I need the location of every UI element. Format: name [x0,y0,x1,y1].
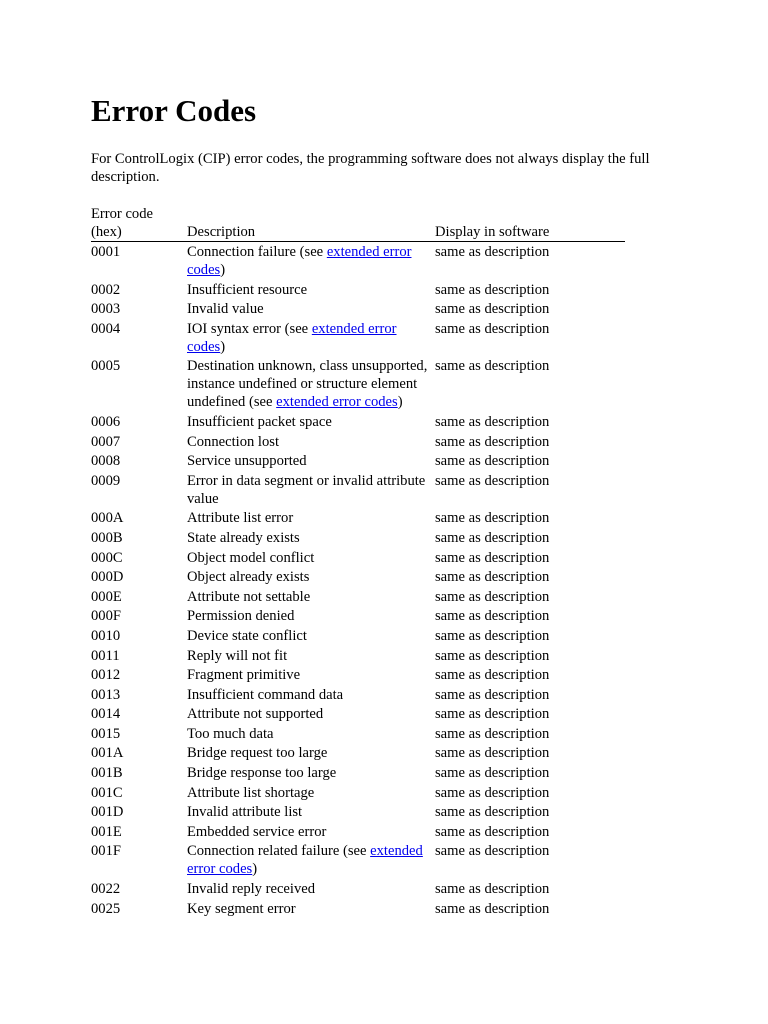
description-cell [187,763,435,783]
error-codes-table [91,205,625,918]
header-display: Display in software [435,205,625,242]
table-row [91,567,625,587]
description-text: Connection related failure (see [187,843,371,860]
description-text: Fragment primitive [187,667,301,684]
description-text: Insufficient packet space [187,413,332,430]
description-cell [187,606,435,626]
error-code-cell: 0025 [91,900,121,917]
display-cell: same as description [435,320,550,337]
display-cell: same as description [435,765,550,782]
description-cell [187,242,435,280]
error-code-cell: 000E [91,588,122,605]
table-row [91,508,625,528]
description-text: Bridge request too large [187,745,328,762]
table-row [91,471,625,509]
error-code-cell: 0001 [91,244,121,260]
display-cell: same as description [435,843,550,860]
error-code-cell: 0005 [91,358,121,375]
display-cell: same as description [435,881,550,898]
description-text: Object already exists [187,569,310,586]
extended-error-codes-link[interactable]: extended error codes [187,843,423,878]
description-text-after: ) [397,394,403,411]
error-code-cell: 001D [91,804,124,821]
description-cell [187,841,435,879]
error-code-cell: 000D [91,569,124,586]
header-error-code-line2: (hex) [91,224,122,240]
description-text: Destination unknown, class unsupported, instance undefined or structure element undefined (see [187,358,428,411]
display-cell: same as description [435,588,550,605]
display-cell: same as description [435,706,550,723]
description-text-after: ) [220,338,226,355]
error-code-cell: 0002 [91,281,121,298]
error-code-cell: 0004 [91,320,121,337]
table-row [91,879,625,899]
display-cell: same as description [435,647,550,664]
description-text: Permission denied [187,608,295,625]
table-row [91,802,625,822]
display-cell: same as description [435,549,550,566]
description-text: Embedded service error [187,823,327,840]
error-code-cell: 001C [91,784,123,801]
display-cell: same as description [435,433,550,450]
description-text: Invalid value [187,301,264,318]
display-cell: same as description [435,529,550,546]
display-cell: same as description [435,725,550,742]
description-text: Attribute list error [187,510,294,527]
description-cell [187,743,435,763]
table-row [91,685,625,705]
page-title: Error Codes [91,93,257,128]
description-cell [187,412,435,432]
error-code-cell: 000B [91,529,123,546]
description-text: Service unsupported [187,453,307,470]
error-code-cell: 0003 [91,301,121,318]
display-cell: same as description [435,745,550,762]
description-text: Connection lost [187,433,280,450]
description-text: Error in data segment or invalid attribute value [187,472,426,507]
description-cell [187,783,435,803]
description-text: Invalid attribute list [187,804,303,821]
description-text-after: ) [252,861,258,878]
description-cell [187,451,435,471]
description-cell [187,724,435,744]
display-cell: same as description [435,784,550,801]
description-text: Bridge response too large [187,765,337,782]
table-row [91,280,625,300]
error-code-cell: 0011 [91,647,120,664]
error-code-cell: 001E [91,823,122,840]
description-text: Attribute not supported [187,706,324,723]
error-code-cell: 000F [91,608,122,625]
error-code-cell: 0022 [91,881,121,898]
description-cell [187,587,435,607]
table-row [91,412,625,432]
table-row [91,242,625,280]
description-text: Attribute list shortage [187,784,315,801]
display-cell: same as description [435,569,550,586]
error-code-cell: 0009 [91,472,121,489]
display-cell: same as description [435,281,550,298]
error-code-cell: 0015 [91,725,121,742]
description-cell [187,899,435,919]
description-cell [187,802,435,822]
display-cell: same as description [435,301,550,318]
table-row [91,899,625,919]
description-text: Connection failure (see [187,244,327,260]
table-row [91,319,625,357]
table-row [91,626,625,646]
table-row [91,451,625,471]
description-cell [187,879,435,899]
display-cell: same as description [435,358,550,375]
description-text: Too much data [187,725,274,742]
table-header-row [91,205,625,242]
display-cell: same as description [435,413,550,430]
display-cell: same as description [435,900,550,917]
description-cell [187,299,435,319]
description-cell [187,356,435,412]
description-cell [187,822,435,842]
description-cell [187,528,435,548]
error-code-cell: 0007 [91,433,121,450]
table-row [91,841,625,879]
extended-error-codes-link[interactable]: extended error codes [187,244,412,278]
description-text: IOI syntax error (see [187,320,312,337]
description-cell [187,567,435,587]
table-row [91,356,625,412]
table-row [91,528,625,548]
description-text-after: ) [220,262,226,278]
error-code-cell: 000C [91,549,123,566]
table-row [91,432,625,452]
header-error-code-line1: Error code [91,206,153,222]
error-code-cell: 000A [91,510,124,527]
error-code-cell: 001B [91,765,123,782]
display-cell: same as description [435,804,550,821]
description-text: Insufficient command data [187,686,344,703]
table-row [91,606,625,626]
table-body [91,242,625,919]
description-cell [187,704,435,724]
display-cell: same as description [435,667,550,684]
table-row [91,646,625,666]
table-row [91,724,625,744]
error-code-cell: 0014 [91,706,121,723]
extended-error-codes-link[interactable]: extended error codes [187,320,397,355]
description-text: Reply will not fit [187,647,288,664]
description-cell [187,626,435,646]
description-text: Key segment error [187,900,296,917]
description-cell [187,280,435,300]
header-description: Description [187,205,435,242]
description-cell [187,685,435,705]
display-cell: same as description [435,510,550,527]
description-cell [187,508,435,528]
intro-paragraph: For ControlLogix (CIP) error codes, the programming software does not always display the full description. [91,151,650,185]
table-row [91,704,625,724]
description-text: Invalid reply received [187,881,316,898]
display-cell: same as description [435,627,550,644]
table-row [91,783,625,803]
error-code-cell: 0010 [91,627,121,644]
description-cell [187,471,435,509]
error-code-cell: 0012 [91,667,121,684]
display-cell: same as description [435,608,550,625]
description-text: Device state conflict [187,627,307,644]
display-cell: same as description [435,472,550,489]
description-text: Object model conflict [187,549,315,566]
description-cell [187,548,435,568]
description-cell [187,432,435,452]
description-text: Attribute not settable [187,588,311,605]
error-code-cell: 001A [91,745,124,762]
description-cell [187,319,435,357]
description-cell [187,665,435,685]
display-cell: same as description [435,453,550,470]
error-code-cell: 0013 [91,686,121,703]
table-row [91,822,625,842]
error-code-cell: 0008 [91,453,121,470]
description-cell [187,646,435,666]
display-cell: same as description [435,244,550,260]
display-cell: same as description [435,686,550,703]
header-error-code [91,205,187,242]
table-row [91,743,625,763]
description-text: State already exists [187,529,300,546]
display-cell: same as description [435,823,550,840]
table-row [91,665,625,685]
error-code-cell: 001F [91,843,122,860]
table-row [91,587,625,607]
table-row [91,299,625,319]
table-row [91,548,625,568]
table-row [91,763,625,783]
description-text: Insufficient resource [187,281,308,298]
error-code-cell: 0006 [91,413,121,430]
extended-error-codes-link[interactable]: extended error codes [276,394,398,411]
